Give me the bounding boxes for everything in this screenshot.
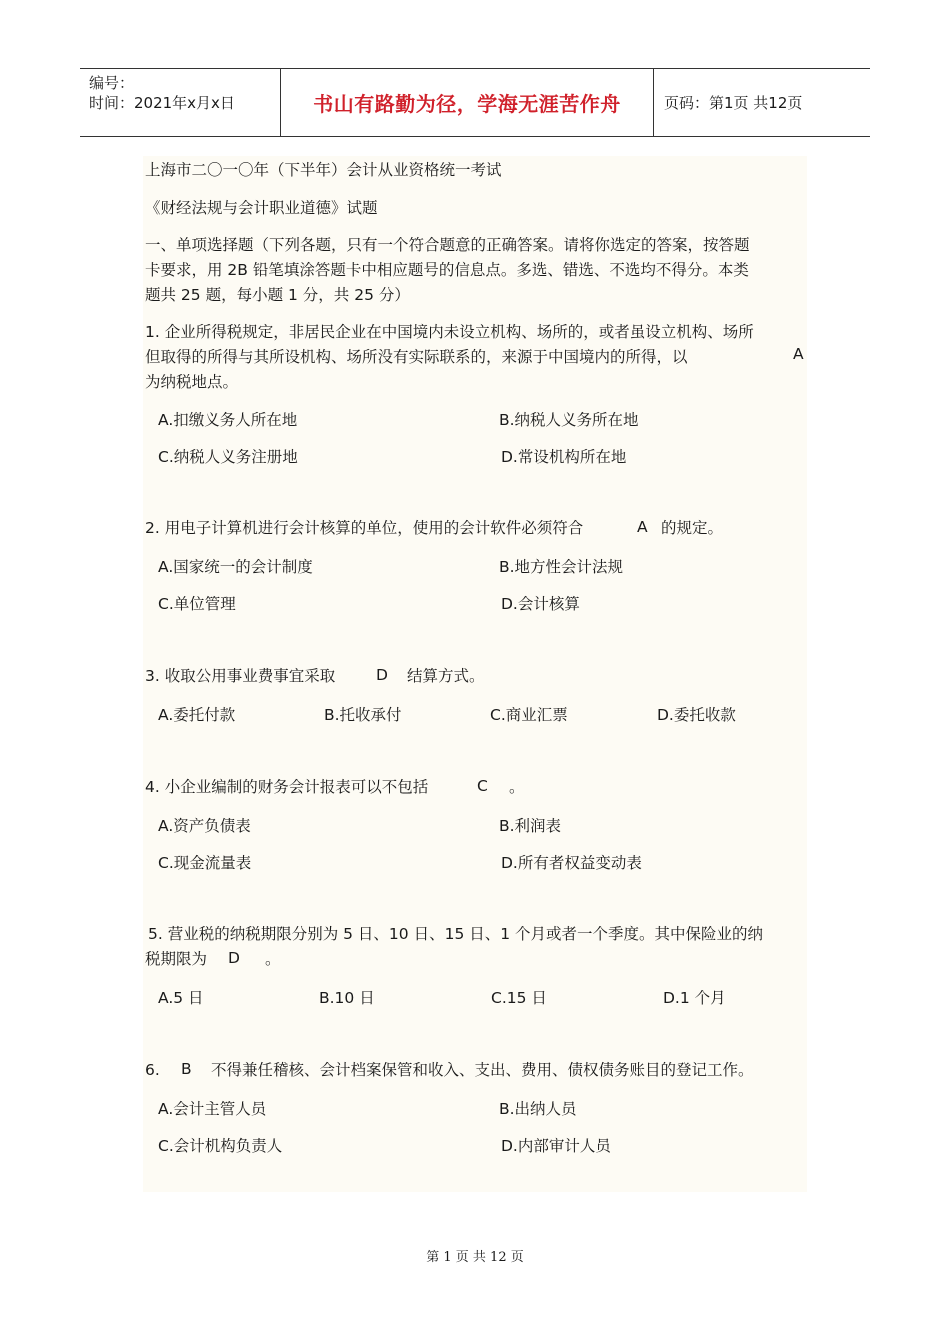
question-5-line-3: 。 — [265, 950, 281, 968]
question-2-line-2: 的规定。 — [661, 519, 724, 537]
time-label: 时间：2021年x月x日 — [89, 94, 235, 112]
question-5-option-b: B.10 日 — [319, 989, 375, 1007]
question-5-option-c: C.15 日 — [491, 989, 547, 1007]
question-5-option-a: A.5 日 — [158, 989, 204, 1007]
question-3-option-c: C.商业汇票 — [490, 706, 568, 724]
question-4-option-c: C.现金流量表 — [158, 854, 252, 872]
question-2-answer: A — [637, 518, 648, 536]
question-4-line-2: 。 — [509, 778, 525, 796]
question-1-answer: A — [793, 345, 804, 363]
section-instruction-line-2: 卡要求，用 2B 铅笔填涂答题卡中相应题号的信息点。多选、错选、不选均不得分。本类 — [145, 261, 749, 279]
question-4-answer: C — [477, 777, 488, 795]
number-label: 编号： — [89, 74, 135, 92]
question-1-option-d: D.常设机构所在地 — [501, 448, 627, 466]
question-3-option-b: B.托收承付 — [324, 706, 402, 724]
section-instruction-line-1: 一、单项选择题（下列各题，只有一个符合题意的正确答案。请将你选定的答案，按答题 — [145, 236, 750, 254]
question-5-option-d: D.1 个月 — [663, 989, 726, 1007]
question-3-line-2: 结算方式。 — [407, 667, 485, 685]
question-1-option-a: A.扣缴义务人所在地 — [158, 411, 298, 429]
question-5-line-1: 5. 营业税的纳税期限分别为 5 日、10 日、15 日、1 个月或者一个季度。其中保险业的纳 — [148, 925, 764, 943]
section-instruction-line-3: 题共 25 题，每小题 1 分，共 25 分） — [145, 286, 410, 304]
page-footer: 第 1 页 共 12 页 — [426, 1250, 524, 1265]
question-5-answer: D — [228, 949, 240, 967]
question-4-option-d: D.所有者权益变动表 — [501, 854, 642, 872]
question-4-option-a: A.资产负债表 — [158, 817, 251, 835]
question-4-line-1: 4. 小企业编制的财务会计报表可以不包括 — [145, 778, 429, 796]
question-6-option-a: A.会计主管人员 — [158, 1100, 267, 1118]
question-6-option-c: C.会计机构负责人 — [158, 1137, 283, 1155]
header-page-info: 页码：第1页 共12页 — [664, 94, 803, 112]
question-3-option-d: D.委托收款 — [657, 706, 736, 724]
question-1-line-1: 1. 企业所得税规定，非居民企业在中国境内未设立机构、场所的，或者虽设立机构、场所 — [145, 323, 754, 341]
exam-content — [143, 156, 807, 1192]
question-2-option-c: C.单位管理 — [158, 595, 236, 613]
question-2-line-1: 2. 用电子计算机进行会计核算的单位，使用的会计软件必须符合 — [145, 519, 584, 537]
question-6-line-1: 不得兼任稽核、会计档案保管和收入、支出、费用、债权债务账目的登记工作。 — [211, 1061, 754, 1079]
question-5-line-2: 税期限为 — [145, 950, 208, 968]
question-2-option-b: B.地方性会计法规 — [499, 558, 624, 576]
document-header — [80, 68, 870, 137]
question-1-option-c: C.纳税人义务注册地 — [158, 448, 298, 466]
question-6-number: 6. — [145, 1061, 160, 1079]
question-1-option-b: B.纳税人义务所在地 — [499, 411, 639, 429]
exam-subtitle: 《财经法规与会计职业道德》试题 — [145, 199, 378, 217]
exam-title: 上海市二〇一〇年（下半年）会计从业资格统一考试 — [145, 161, 502, 179]
question-3-option-a: A.委托付款 — [158, 706, 236, 724]
header-motto: 书山有路勤为径，学海无涯苦作舟 — [281, 69, 654, 136]
question-2-option-d: D.会计核算 — [501, 595, 580, 613]
question-1-line-2: 但取得的所得与其所设机构、场所没有实际联系的，来源于中国境内的所得，以 — [145, 348, 688, 366]
question-3-line-1: 3. 收取公用事业费事宜采取 — [145, 667, 336, 685]
question-6-answer: B — [181, 1060, 192, 1078]
question-6-option-b: B.出纳人员 — [499, 1100, 577, 1118]
header-meta — [80, 69, 281, 136]
question-3-answer: D — [376, 666, 388, 684]
question-2-option-a: A.国家统一的会计制度 — [158, 558, 313, 576]
question-6-option-d: D.内部审计人员 — [501, 1137, 611, 1155]
question-1-line-3: 为纳税地点。 — [145, 373, 239, 391]
question-4-option-b: B.利润表 — [499, 817, 562, 835]
